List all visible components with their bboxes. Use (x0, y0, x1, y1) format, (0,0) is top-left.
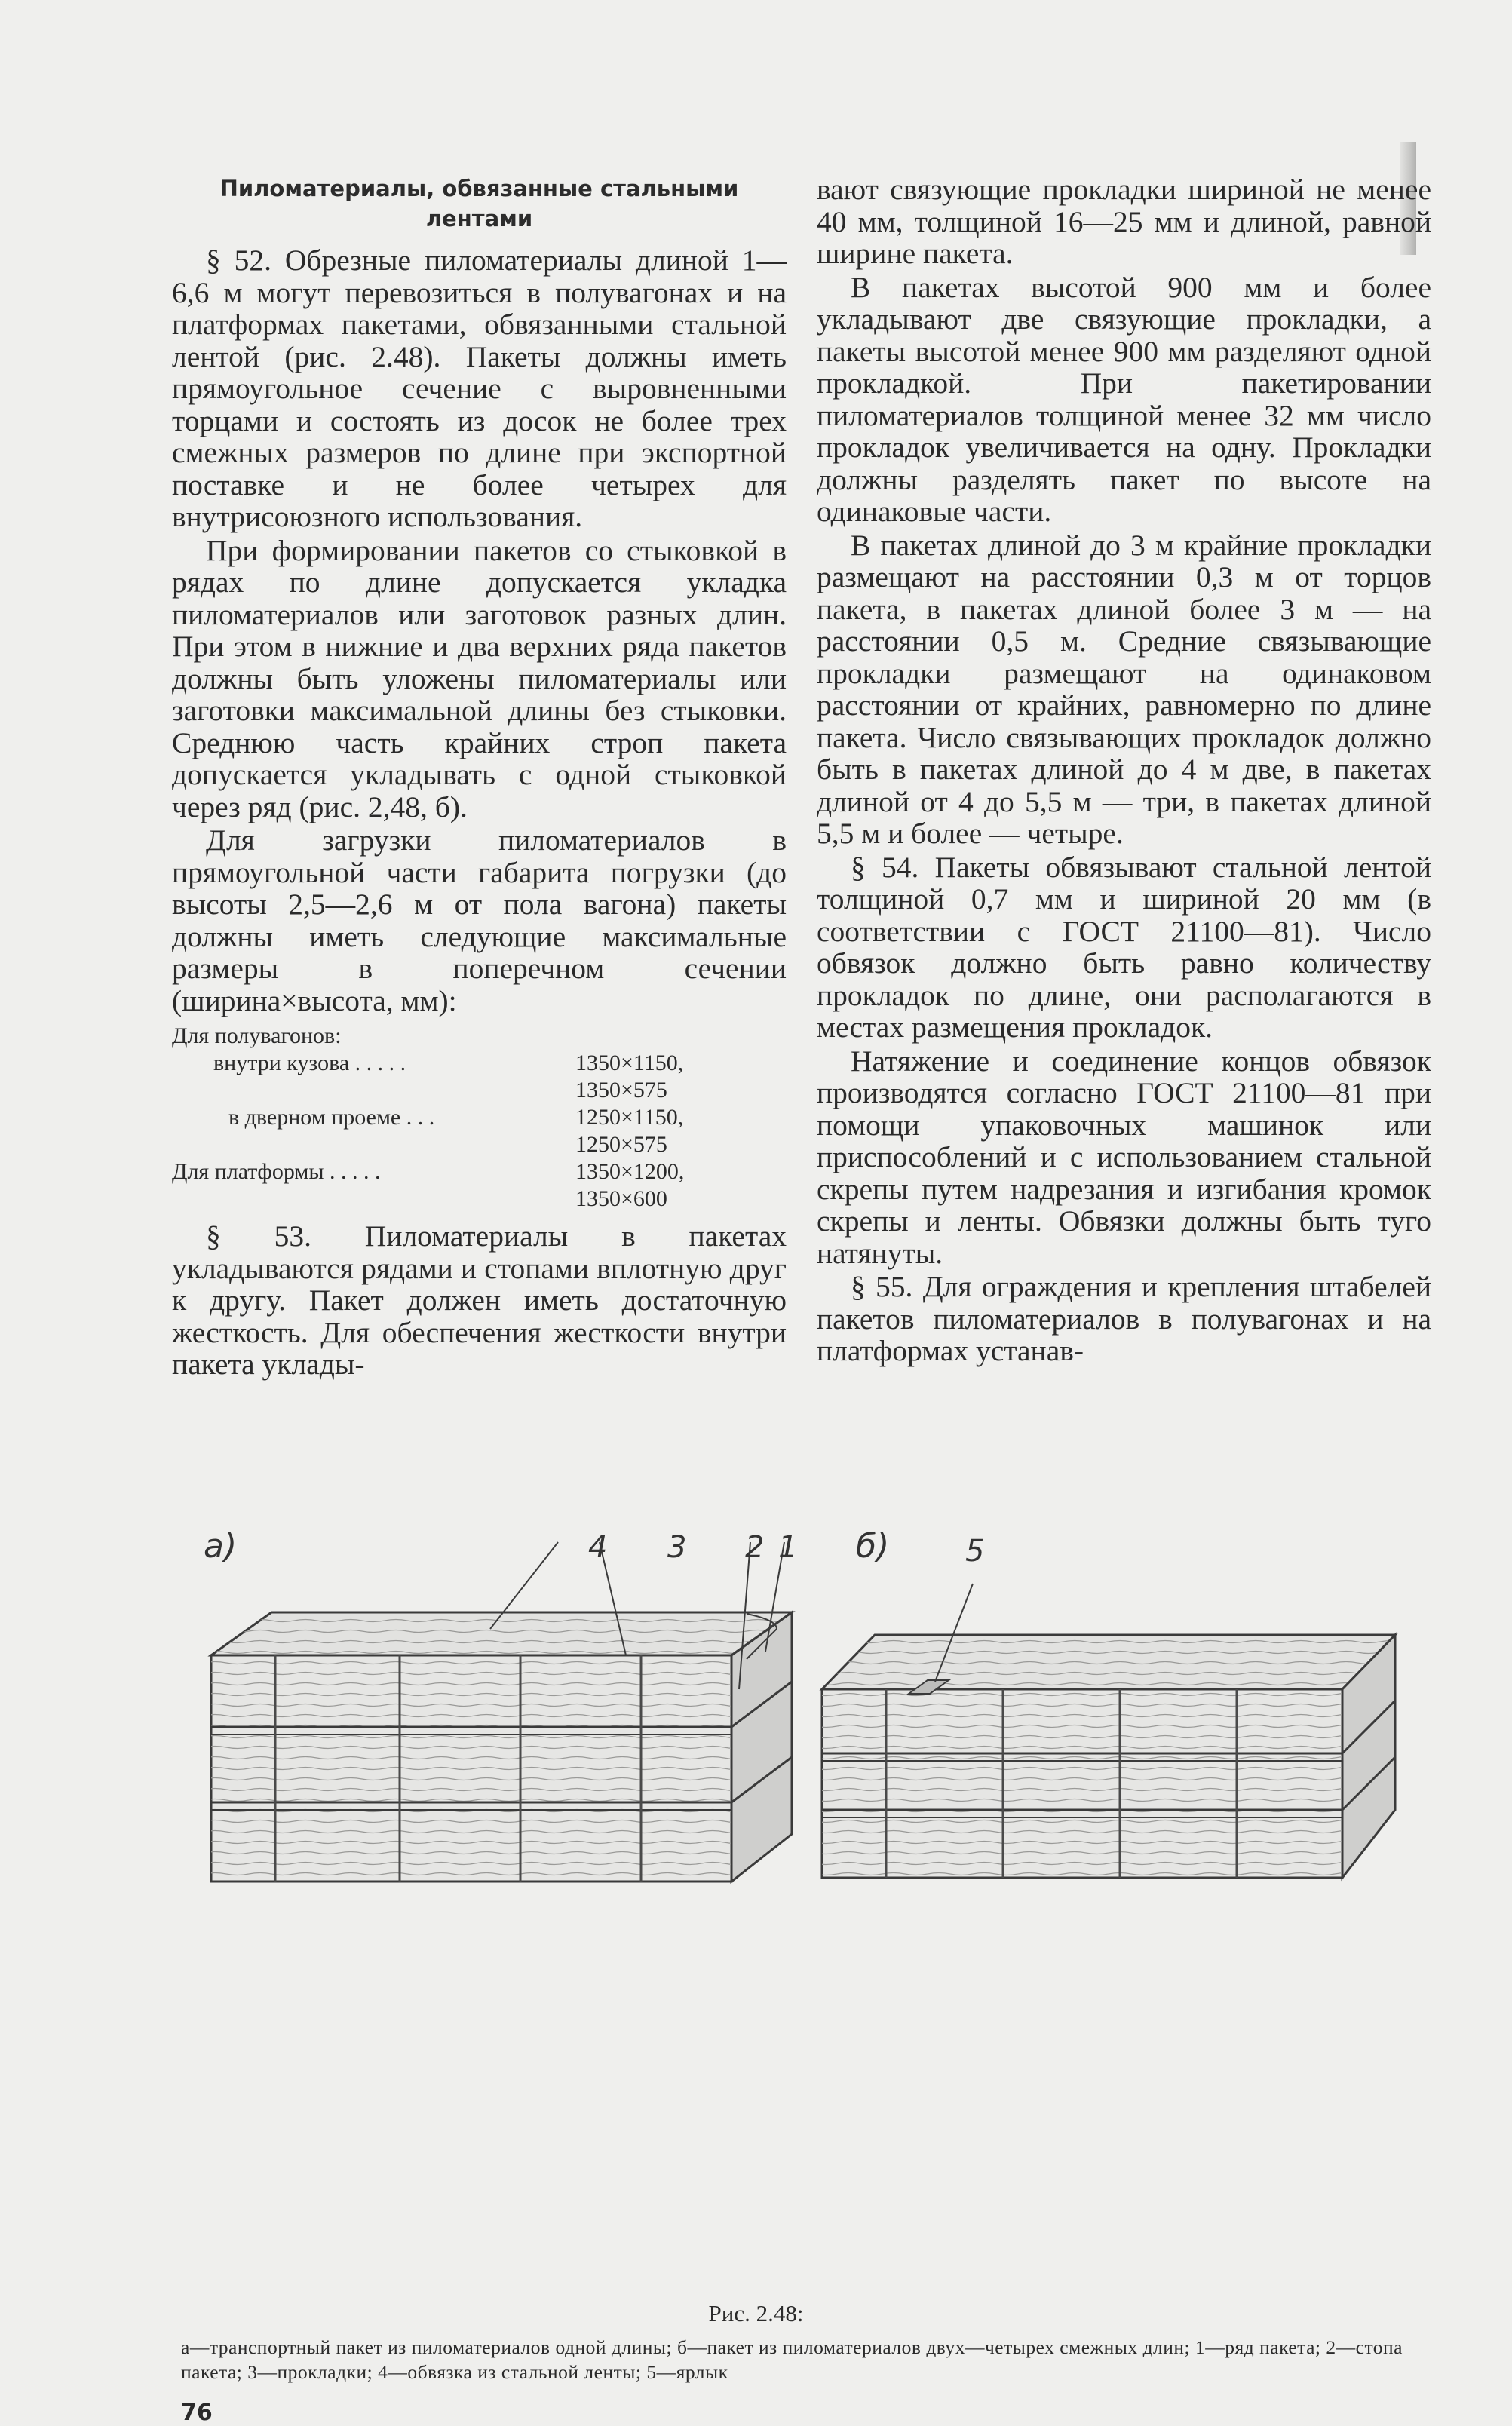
figure-caption-title: Рис. 2.48: (708, 2300, 804, 2326)
dimensions-value: 1250×575 (575, 1132, 667, 1157)
dimensions-row (172, 1050, 787, 1077)
figure-label-a: а) (204, 1527, 238, 1566)
paragraph-53: § 53. Пиломатериалы в пакетах укладываются рядами и стопами вплотную друг к другу. Пакет должен иметь достаточную жесткость. Для обеспечения жесткости внутри пакета уклады- (172, 1219, 787, 1381)
paragraph-stacking: При формировании пакетов со стыковкой в рядах по длине допускается укладка пиломатериалов или заготовок разных длин. При этом в нижние и два верхних ряда пакетов должны быть уложены пиломатериалы или заготовки максимальной длины без стыковки. Среднюю часть крайних строп пакета допускается укладывать с одной стыковкой через ряд (рис. 2,48, б). (172, 533, 787, 823)
dimensions-value: 1350×575 (575, 1078, 667, 1103)
dimensions-row (172, 1104, 787, 1131)
package-a (211, 1542, 792, 1882)
dimensions-row (172, 1131, 787, 1158)
section-heading: Пиломатериалы, обвязанные стальными лентами (219, 176, 739, 232)
dimensions-label (172, 1185, 575, 1213)
dimensions-value: 1350×1150, (575, 1050, 684, 1075)
paragraph-tension: Натяжение и соединение концов обвязок производятся согласно ГОСТ 21100—81 при помощи упаковочных машинок или приспособлений и с использованием стальной скрепы путем надрезания и изгибания кромок скрепы и ленты. Обвязки должны быть туго натянуты. (817, 1044, 1431, 1270)
figure-caption-text: а—транспортный пакет из пиломатериалов одной длины; б—пакет из пиломатериалов двух—четырех смежных длин; 1—ряд пакета; 2—стопа пакета; 3—прокладки; 4—обвязка из стальной ленты; 5—ярлык (181, 2336, 1403, 2383)
paragraph-loading: Для загрузки пиломатериалов в прямоугольной части габарита погрузки (до высоты 2,5—2,6 м от пола вагона) пакеты должны иметь следующие максимальные размеры в поперечном сечении (ширина×высота, мм): (172, 823, 787, 1017)
dimensions-label: внутри кузова . . . . . (213, 1050, 406, 1075)
dimensions-label: в дверном проеме . . . (228, 1105, 435, 1130)
dimensions-value: 1350×600 (575, 1186, 667, 1211)
callout-2: 2 (745, 1530, 765, 1565)
paragraph-54: § 54. Пакеты обвязывают стальной лентой толщиной 0,7 мм и шириной 20 мм (в соответствии с ГОСТ 21100—81). Число обвязок должно быть равно количеству прокладок по длине, они располагаются в местах размещения прокладок. (817, 850, 1431, 1044)
paragraph-55: § 55. Для ограждения и крепления штабелей пакетов пиломатериалов в полувагонах и на платформах устанав- (817, 1270, 1431, 1367)
package-b (822, 1584, 1395, 1878)
dimensions-table (172, 1023, 787, 1213)
right-column (817, 173, 1431, 1367)
dimensions-value: 1250×1150, (575, 1105, 684, 1130)
dimensions-label (172, 1077, 575, 1104)
callout-3: 3 (667, 1530, 687, 1565)
left-column (172, 173, 787, 1381)
callout-5: 5 (965, 1534, 985, 1569)
dimensions-row (172, 1185, 787, 1213)
dimensions-label: Для платформы . . . . . (172, 1159, 381, 1184)
figure-label-b: б) (856, 1527, 890, 1566)
dimensions-label (172, 1131, 575, 1158)
dimensions-caption: Для полувагонов: (172, 1023, 342, 1048)
dimensions-row (172, 1158, 787, 1185)
callout-1: 1 (778, 1530, 798, 1565)
paragraph-52: § 52. Обрезные пиломатериалы длиной 1—6,6 м могут перевозиться в полувагонах и на платформах пакетами, обвязанными стальной лентой (рис. 2.48). Пакеты должны иметь прямоугольное сечение с выровненными торцами и состоять из досок не более трех смежных размеров по длине при экспортной поставке и не более четырех для внутрисоюзного использования. (172, 244, 787, 533)
page-number: 76 (181, 2400, 213, 2426)
paragraph-continuation: вают связующие прокладки шириной не менее 40 мм, толщиной 16—25 мм и длиной, равной ширине пакета. (817, 173, 1431, 270)
callout-4: 4 (588, 1530, 608, 1565)
dimensions-value: 1350×1200, (575, 1159, 685, 1184)
figure-2-48 (204, 1527, 1410, 2300)
dimensions-row (172, 1077, 787, 1104)
paragraph-spacers-count: В пакетах высотой 900 мм и более укладывают две связующие прокладки, а пакеты высотой менее 900 мм разделяют одной прокладкой. При пакетировании пиломатериалов толщиной менее 32 мм число прокладок увеличивается на одну. Прокладки должны разделять пакет по высоте на одинаковые части. (817, 270, 1431, 528)
lumber-packages-illustration (204, 1527, 1410, 2300)
paragraph-spacers-placement: В пакетах длиной до 3 м крайние прокладки размещают на расстоянии 0,3 м от торцов пакета, в пакетах длиной более 3 м — на расстоянии 0,5 м. Средние связывающие прокладки размещают на одинаковом расстоянии от крайних, равномерно по длине пакета. Число связывающих прокладок должно быть в пакетах длиной до 4 м две, в пакетах длиной от 4 до 5,5 м — три, в пакетах длиной 5,5 м и более — четыре. (817, 528, 1431, 850)
